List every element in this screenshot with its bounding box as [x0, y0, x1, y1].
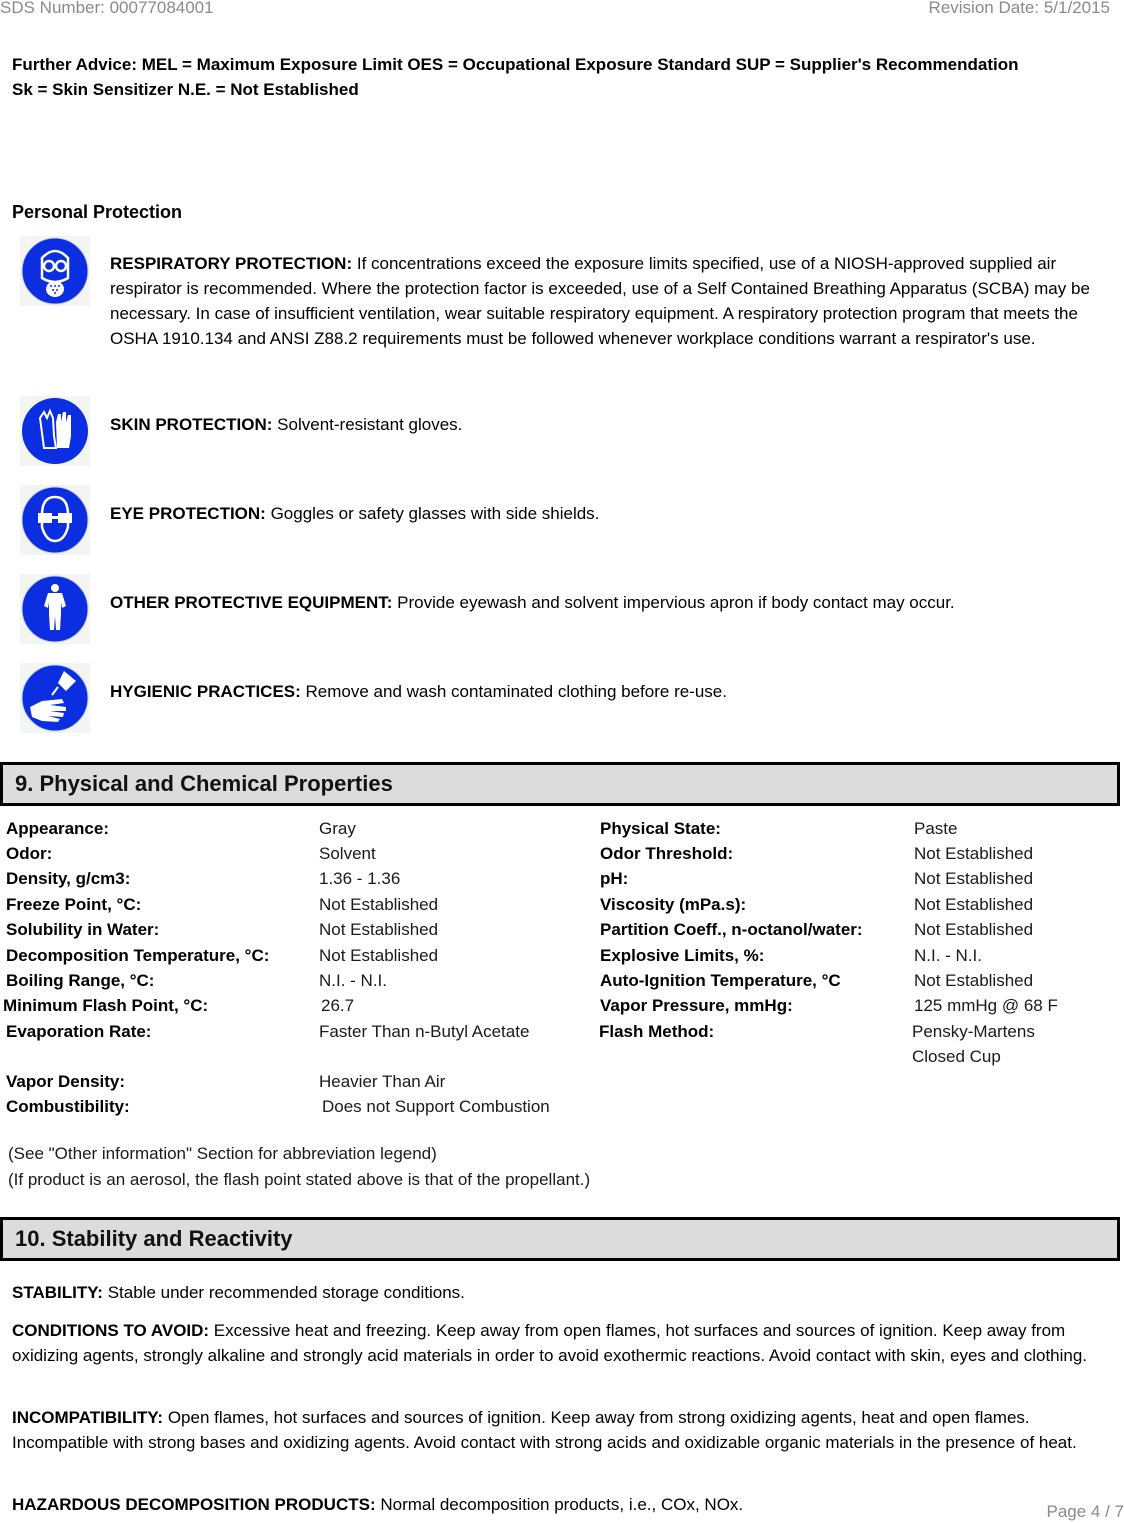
- skin-protection-label: SKIN PROTECTION:: [110, 415, 273, 434]
- stability-paragraph: STABILITY: Stable under recommended storage conditions.: [12, 1283, 465, 1302]
- prop-value: Not Established: [914, 971, 1034, 990]
- prop-value: Not Established: [914, 869, 1034, 888]
- prop-label: Boiling Range, °C:: [6, 971, 155, 990]
- prop-value: Not Established: [319, 895, 439, 914]
- goggles-icon: [20, 485, 90, 555]
- incompatibility-paragraph: INCOMPATIBILITY: Open flames, hot surfaces and sources of ignition. Keep away from strong oxidizing agents, heat and open flames. Incompatible with strong bases and oxidizing agents. Avoid contact with strong acids and oxidizable organic materials in the presence of heat.: [12, 1408, 1077, 1452]
- prop-label: Minimum Flash Point, °C:: [3, 996, 209, 1015]
- prop-value: 26.7: [321, 996, 355, 1015]
- eye-protection-text: EYE PROTECTION: Goggles or safety glasses with side shields.: [110, 504, 600, 523]
- hazardous-decomposition-label: HAZARDOUS DECOMPOSITION PRODUCTS:: [12, 1495, 376, 1514]
- prop-value: Not Established: [914, 844, 1034, 863]
- prop-value: 125 mmHg @ 68 F: [914, 996, 1058, 1015]
- conditions-to-avoid-label: CONDITIONS TO AVOID:: [12, 1321, 210, 1340]
- prop-value: Gray: [319, 819, 356, 838]
- abbreviation-note: (See "Other information" Section for abbreviation legend): [8, 1144, 437, 1163]
- prop-label: Explosive Limits, %:: [600, 946, 765, 965]
- section-10-title: 10. Stability and Reactivity: [15, 1226, 293, 1251]
- prop-label: Decomposition Temperature, °C:: [6, 946, 270, 965]
- prop-value: Faster Than n-Butyl Acetate: [319, 1022, 530, 1041]
- prop-label: Physical State:: [600, 819, 721, 838]
- section-9-title: 9. Physical and Chemical Properties: [15, 771, 393, 796]
- prop-value: N.I. - N.I.: [319, 971, 387, 990]
- respiratory-protection-text: RESPIRATORY PROTECTION: If concentrations exceed the exposure limits specified, use of a NIOSH-approved supplied air respirator is recommended. Where the protection factor is exceeded, use of a Self Contained Breathing Apparatus (SCBA) may be necessary. In case of insufficient ventilation, wear suitable respiratory equipment. A respiratory protection program that meets the OSHA 1910.134 and ANSI Z88.2 requirements must be followed whenever workplace conditions warrant a respirator's use.: [110, 254, 1090, 348]
- prop-label: pH:: [600, 869, 629, 888]
- hazardous-decomposition-paragraph: HAZARDOUS DECOMPOSITION PRODUCTS: Normal decomposition products, i.e., COx, NOx.: [12, 1495, 744, 1514]
- prop-label: Flash Method:: [599, 1022, 715, 1041]
- sds-number: SDS Number: 00077084001: [0, 0, 214, 17]
- eye-protection-label: EYE PROTECTION:: [110, 504, 266, 523]
- conditions-to-avoid-paragraph: CONDITIONS TO AVOID: Excessive heat and freezing. Keep away from open flames, hot surfaces and sources of ignition. Keep away from oxidizing agents, strongly alkaline and strongly acid materials in order to avoid exothermic reactions. Avoid contact with skin, eyes and clothing.: [12, 1321, 1088, 1365]
- respiratory-protection-label: RESPIRATORY PROTECTION:: [110, 254, 353, 273]
- prop-label: Partition Coeff., n-octanol/water:: [600, 920, 863, 939]
- hygienic-practices-text: HYGIENIC PRACTICES: Remove and wash contaminated clothing before re-use.: [110, 682, 727, 701]
- prop-value: Closed Cup: [912, 1047, 1001, 1066]
- aerosol-note: (If product is an aerosol, the flash point stated above is that of the propellant.): [8, 1170, 591, 1189]
- hand-washing-icon: [20, 663, 90, 733]
- prop-value: Heavier Than Air: [319, 1072, 446, 1091]
- prop-label: Vapor Density:: [6, 1072, 126, 1091]
- personal-protection-title: Personal Protection: [12, 202, 183, 222]
- skin-protection-text: SKIN PROTECTION: Solvent-resistant gloves.: [110, 415, 463, 434]
- further-advice-line-1: Further Advice: MEL = Maximum Exposure Limit OES = Occupational Exposure Standard SUP = Supplier's Recommendation: [12, 55, 1019, 74]
- prop-label: Density, g/cm3:: [6, 869, 131, 888]
- prop-value: 1.36 - 1.36: [319, 869, 401, 888]
- prop-value: Not Established: [319, 920, 439, 939]
- prop-label: Evaporation Rate:: [6, 1022, 152, 1041]
- further-advice-line-2: Sk = Skin Sensitizer N.E. = Not Established: [12, 80, 359, 99]
- protective-suit-icon: [20, 574, 90, 644]
- hygienic-practices-label: HYGIENIC PRACTICES:: [110, 682, 301, 701]
- prop-label: Combustibility:: [6, 1097, 130, 1116]
- prop-value: Pensky-Martens: [912, 1022, 1035, 1041]
- section-9-header: [0, 762, 1120, 806]
- prop-value: Not Established: [914, 920, 1034, 939]
- prop-value: Not Established: [319, 946, 439, 965]
- prop-label: Solubility in Water:: [6, 920, 160, 939]
- prop-label: Appearance:: [6, 819, 109, 838]
- section-10-header: [0, 1217, 1120, 1261]
- page-number: Page 4 / 7: [1046, 1502, 1124, 1521]
- prop-label: Freeze Point, °C:: [6, 895, 142, 914]
- prop-value: Solvent: [319, 844, 376, 863]
- prop-value: Does not Support Combustion: [322, 1097, 550, 1116]
- stability-label: STABILITY:: [12, 1283, 103, 1302]
- respirator-icon: [20, 236, 90, 306]
- prop-value: N.I. - N.I.: [914, 946, 982, 965]
- other-protective-equipment-text: OTHER PROTECTIVE EQUIPMENT: Provide eyewash and solvent impervious apron if body contact may occur.: [110, 593, 955, 612]
- prop-label: Viscosity (mPa.s):: [600, 895, 747, 914]
- other-protective-equipment-label: OTHER PROTECTIVE EQUIPMENT:: [110, 593, 393, 612]
- prop-value: Paste: [914, 819, 958, 838]
- gloves-icon: [20, 396, 90, 466]
- incompatibility-label: INCOMPATIBILITY:: [12, 1408, 164, 1427]
- revision-date: Revision Date: 5/1/2015: [928, 0, 1110, 17]
- prop-label: Vapor Pressure, mmHg:: [600, 996, 793, 1015]
- prop-label: Odor Threshold:: [600, 844, 734, 863]
- prop-value: Not Established: [914, 895, 1034, 914]
- prop-label: Auto-Ignition Temperature, °C: [600, 971, 841, 990]
- prop-label: Odor:: [6, 844, 53, 863]
